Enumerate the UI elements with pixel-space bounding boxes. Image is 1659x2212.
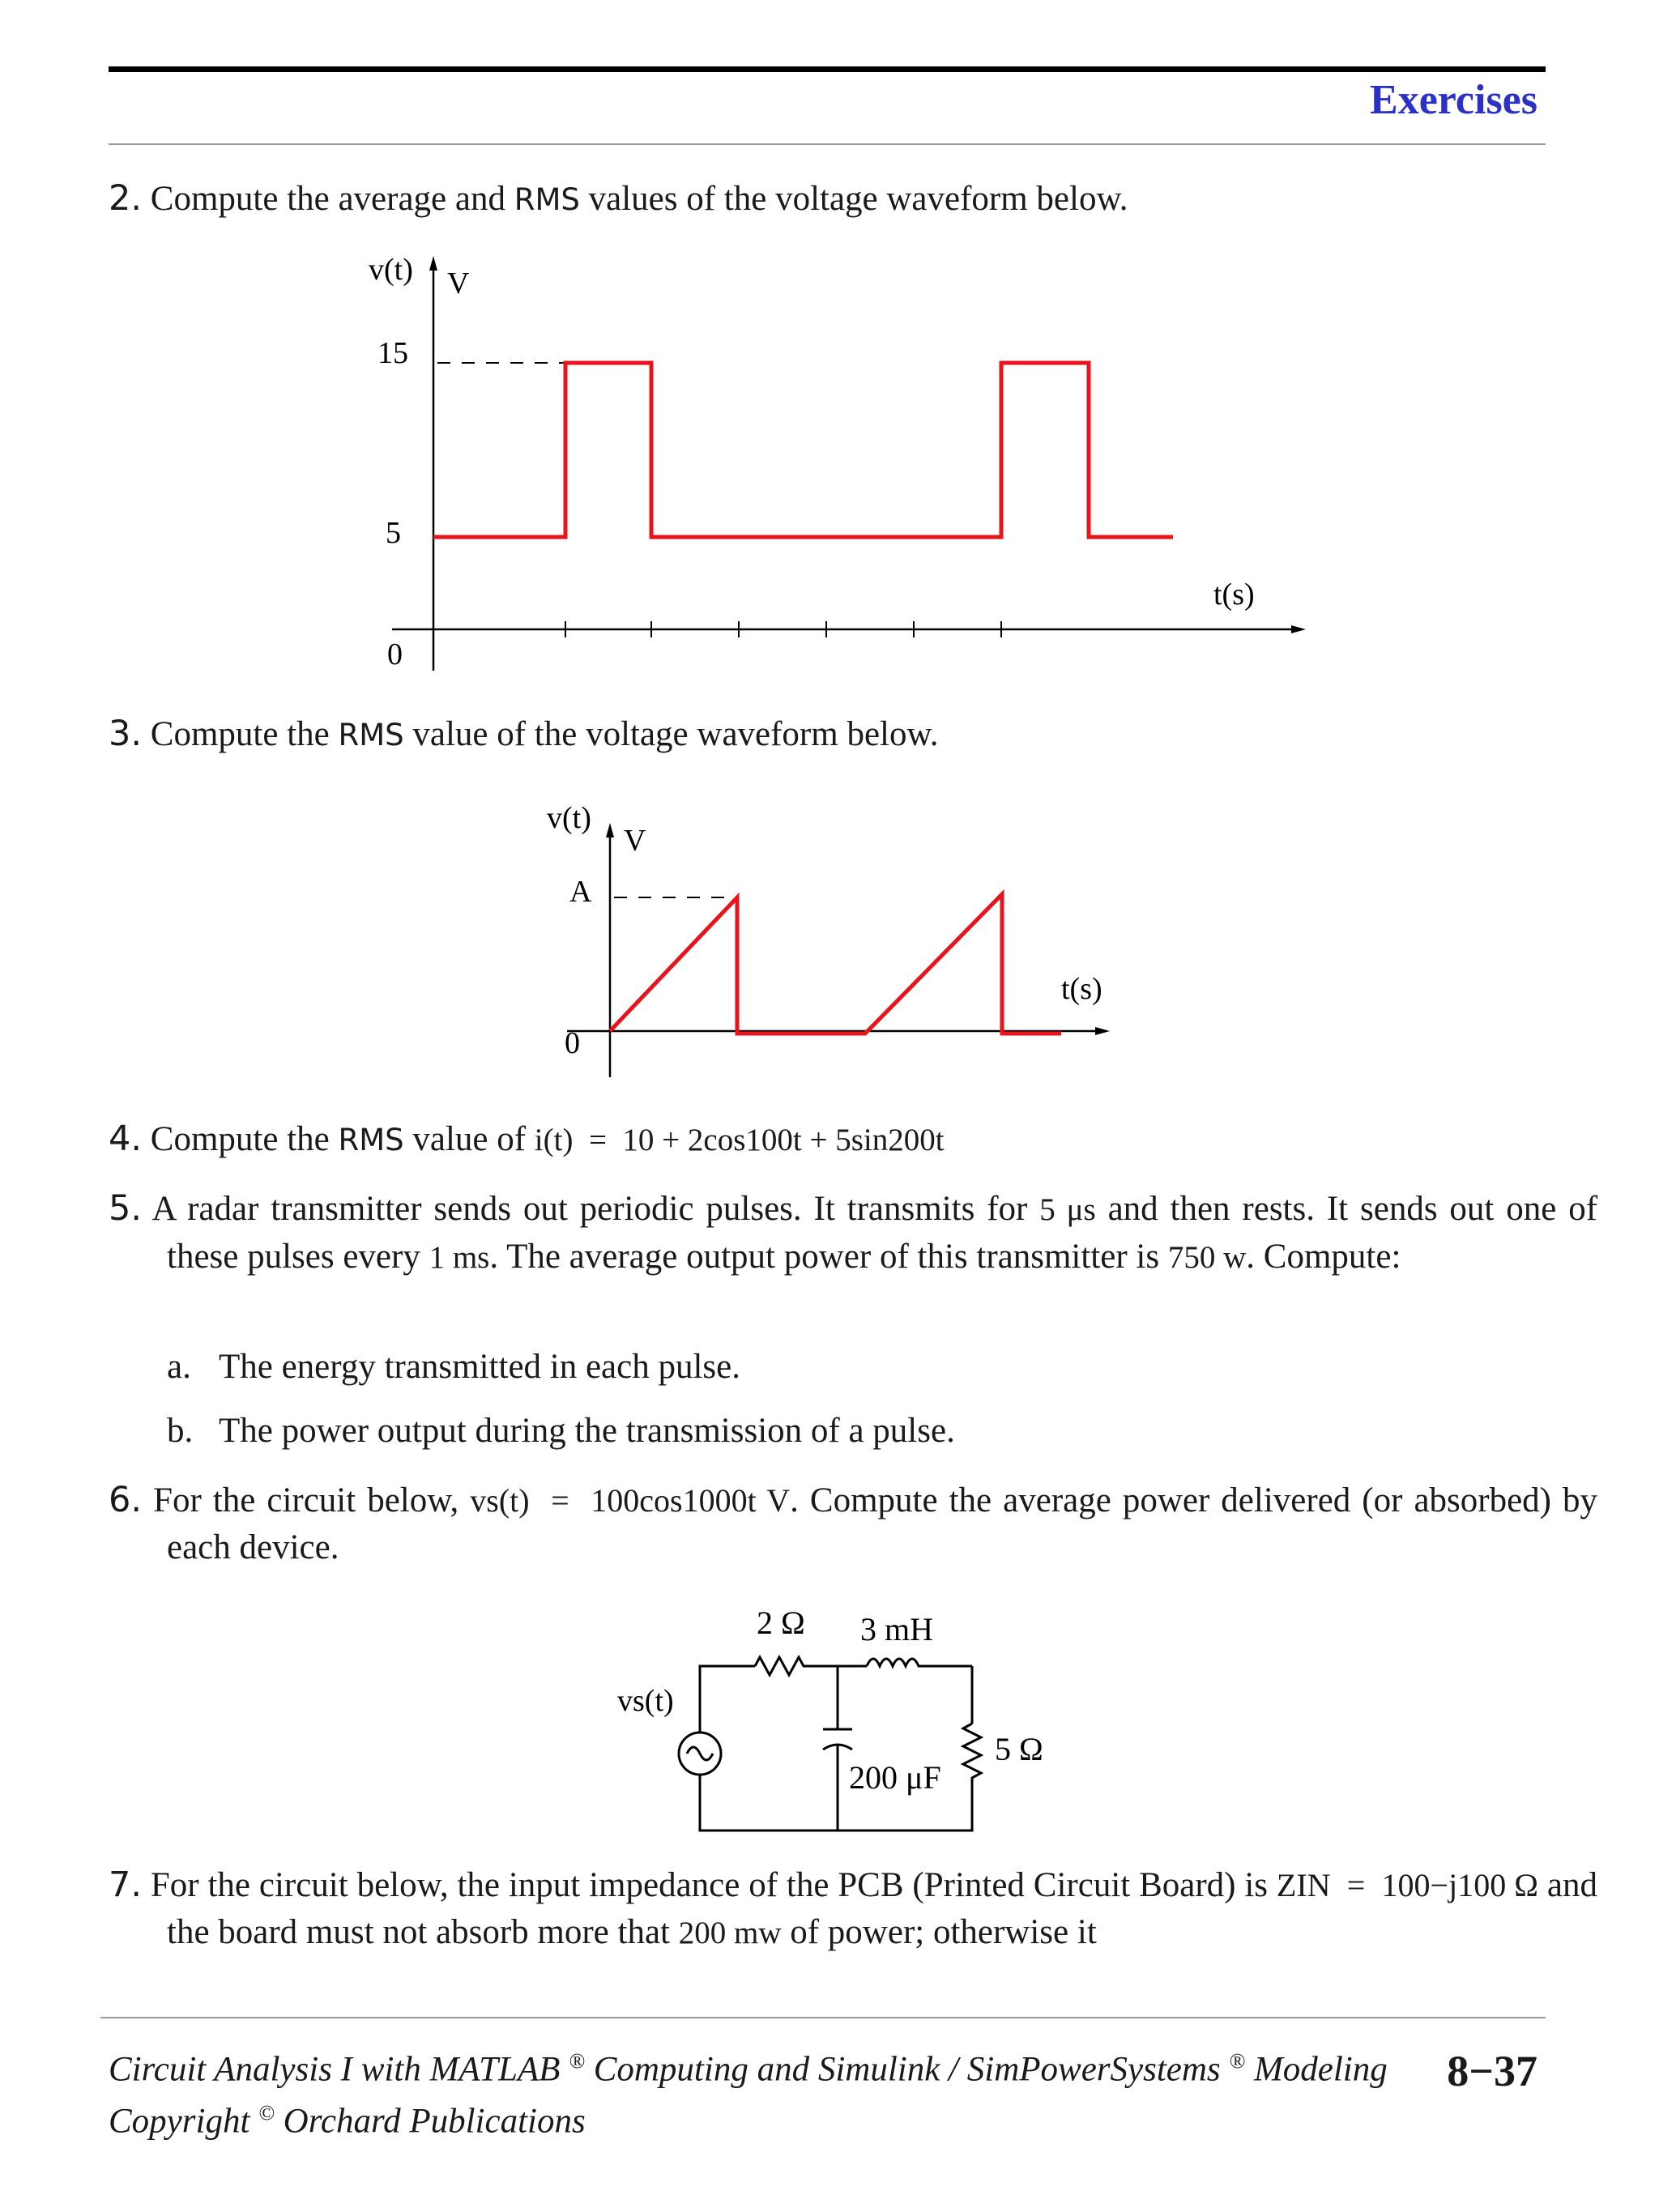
problem-5a (167, 1347, 740, 1387)
problem-3 (109, 710, 1539, 759)
problem-text: and the board must not absorb more that (167, 1866, 1597, 1951)
y-axis-arrow (429, 256, 437, 271)
sub-label: b. (167, 1412, 194, 1450)
current-expression: i(t) = 10 + 2cos100t + 5sin200t (534, 1123, 945, 1157)
title-part: Circuit Analysis I with MATLAB (109, 2050, 561, 2089)
problem-text: . The average output power of this transmitter is (489, 1238, 1160, 1276)
book-title (109, 2049, 1388, 2089)
average-power: 750 w (1167, 1240, 1247, 1275)
registered-mark: ® (569, 2049, 585, 2073)
copyright-line (109, 2101, 586, 2141)
problem-text: value of the voltage waveform below. (412, 715, 939, 753)
rms-term: RMS (514, 182, 580, 217)
y-tick-0: 0 (565, 1026, 580, 1060)
sub-text: The power output during the transmission of a pulse. (219, 1412, 955, 1450)
rms-term: RMS (338, 718, 404, 752)
problem-text: and then rests. It sends out one of these pulses every (167, 1190, 1598, 1276)
resistor-5ohm (963, 1724, 981, 1780)
inductor-3mh (867, 1659, 928, 1666)
problem-number: 5. (109, 1188, 143, 1229)
sawtooth-waveform (610, 894, 1061, 1034)
problem-number: 3. (109, 714, 143, 754)
y-axis-unit: V (447, 266, 470, 300)
pulse-duration: 5 μs (1039, 1192, 1096, 1227)
problem-text: value of (412, 1120, 527, 1158)
problem-6 (109, 1477, 1597, 1571)
sub-text: The energy transmitted in each pulse. (219, 1348, 740, 1386)
y-axis-name: v(t) (547, 801, 591, 835)
sub-label: a. (167, 1348, 191, 1386)
problem-5b (167, 1411, 955, 1451)
resistor2-label: 5 Ω (995, 1731, 1043, 1767)
problem-text: Compute the (150, 1120, 330, 1158)
problem-text: Compute the average and (150, 180, 505, 218)
problem-text: values of the voltage waveform below. (588, 180, 1128, 218)
problem-5 (109, 1185, 1597, 1281)
problem-text: Compute the (150, 715, 330, 753)
page-number: 8−37 (1447, 2047, 1537, 2095)
y-axis-name: v(t) (369, 253, 413, 287)
pulse-period: 1 ms (429, 1240, 490, 1275)
title-part: Modeling (1253, 2050, 1388, 2089)
problem-number: 2. (109, 178, 143, 219)
x-axis-arrow (1095, 1027, 1110, 1035)
section-title: Exercises (1370, 77, 1537, 123)
y-tick-15: 15 (377, 336, 408, 370)
circuit-diagram (0, 1604, 1659, 1847)
problem-text: For the circuit below, (153, 1481, 459, 1519)
source-label: vs(t) (617, 1684, 674, 1718)
y-tick-0: 0 (387, 637, 403, 671)
problem-4 (109, 1115, 1539, 1164)
problem-number: 7. (109, 1865, 143, 1905)
problem-text: of power; otherwise it (790, 1913, 1097, 1951)
problem-number: 6. (109, 1480, 143, 1520)
x-axis-name: t(s) (1061, 972, 1102, 1006)
source-expression: vs(t) = 100cos1000t V (470, 1482, 791, 1519)
pulse-waveform-figure (0, 0, 1659, 697)
copyright-text: Copyright (109, 2102, 250, 2141)
y-tick-A: A (569, 875, 592, 909)
impedance-expression: ZIN = 100−j100 Ω (1276, 1867, 1539, 1903)
capacitor-label: 200 μF (849, 1759, 941, 1796)
title-part: Computing and Simulink / SimPowerSystems (593, 2050, 1221, 2089)
problem-text: A radar transmitter sends out periodic pulses. It transmits for (151, 1190, 1028, 1228)
problem-number: 4. (109, 1119, 143, 1159)
resistor-2ohm (755, 1657, 808, 1675)
pulse-waveform (433, 363, 1173, 537)
inductor-label: 3 mH (860, 1611, 933, 1647)
y-tick-5: 5 (386, 516, 401, 550)
publisher-name: Orchard Publications (283, 2102, 586, 2141)
power-limit: 200 mw (678, 1916, 782, 1950)
problem-text: . Compute: (1246, 1238, 1401, 1276)
problem-text: For the circuit below, the input impedance of the PCB (Printed Circuit Board) is (150, 1866, 1269, 1904)
resistor1-label: 2 Ω (757, 1605, 805, 1641)
y-axis-arrow (606, 823, 614, 837)
registered-mark: ® (1229, 2049, 1246, 2073)
problem-7 (109, 1861, 1597, 1957)
problem-text: . Compute the average power delivered (or absorbed) by each device. (167, 1481, 1598, 1566)
y-axis-unit: V (624, 824, 646, 858)
sawtooth-waveform-figure (0, 794, 1659, 1093)
x-axis-arrow (1291, 625, 1306, 633)
footer-rule (100, 2017, 1546, 2018)
x-axis-name: t(s) (1213, 578, 1255, 612)
rms-term: RMS (338, 1123, 404, 1157)
copyright-symbol: © (258, 2101, 275, 2125)
